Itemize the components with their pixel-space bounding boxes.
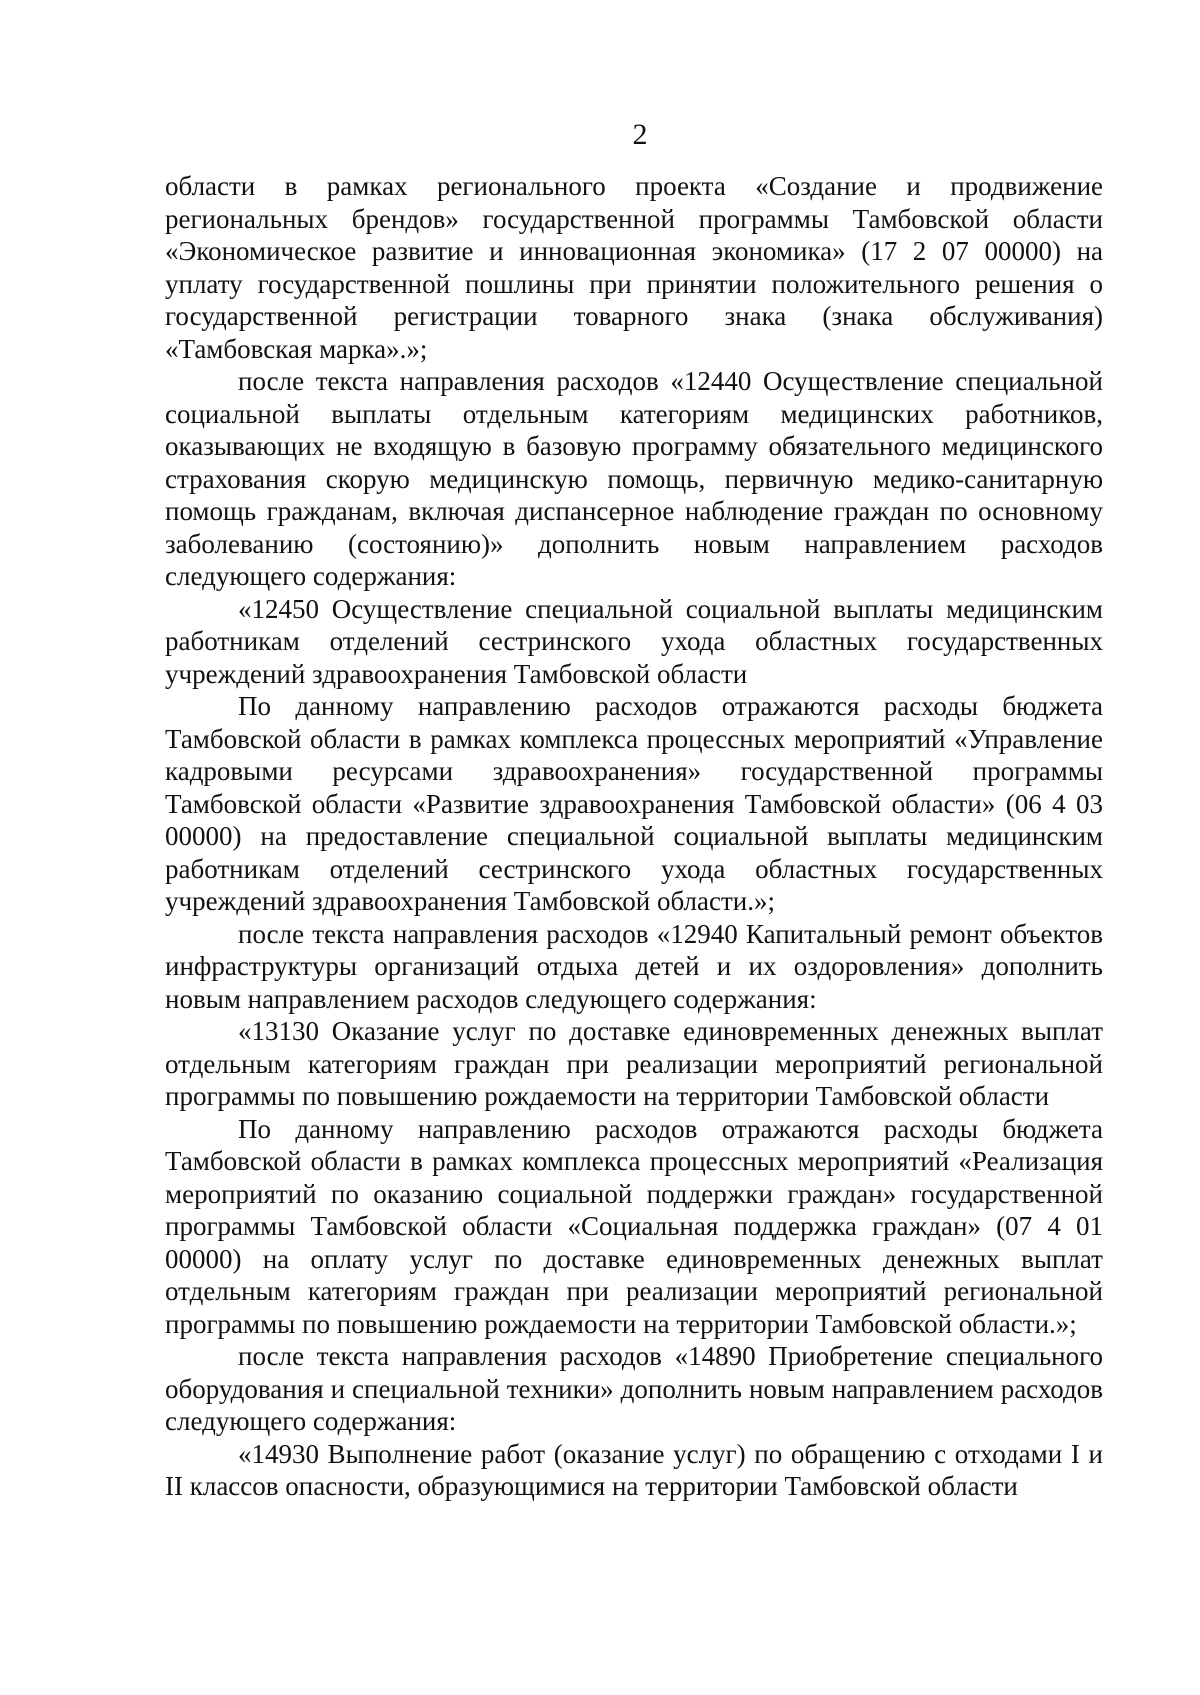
paragraph-direction-13130: «13130 Оказание услуг по доставке единовременных денежных выплат отдельным категориям граждан при реализации мероприятий региональной программы по повышению рождаемости на территории Тамбовской области: [165, 1016, 1103, 1111]
paragraph-direction-14930: «14930 Выполнение работ (оказание услуг) по обращению с отходами I и II классов опасности, образующимися на территории Тамбовской области: [165, 1438, 1103, 1501]
paragraph-amendment-12440: после текста направления расходов «12440 Осуществление специальной социальной выплаты отдельным категориям медицинских работников, оказывающих не входящую в базовую программу обязательного медицинского страхования скорую медицинскую помощь, первичную медико-санитарную помощь гражданам, включая диспансерное наблюдение граждан по основному заболеванию (состоянию)» дополнить новым направлением расходов следующего содержания:: [165, 366, 1103, 591]
paragraph-continuation: области в рамках регионального проекта «Создание и продвижение региональных брендов» государственной программы Тамбовской области «Экономическое развитие и инновационная экономика» (17 2 07 00000) на уплату государственной пошлины при принятии положительного решения о государственной регистрации товарного знака (знака обслуживания) «Тамбовская марка».»;: [165, 171, 1103, 364]
paragraph-amendment-12940: после текста направления расходов «12940 Капитальный ремонт объектов инфраструктуры организаций отдыха детей и их оздоровления» дополнить новым направлением расходов следующего содержания:: [165, 918, 1103, 1014]
paragraph-amendment-14890: после текста направления расходов «14890 Приобретение специального оборудования и специальной техники» дополнить новым направлением расходов следующего содержания:: [165, 1341, 1103, 1436]
document-body: [165, 170, 1103, 1503]
paragraph-description-13130: По данному направлению расходов отражаются расходы бюджета Тамбовской области в рамках комплекса процессных мероприятий «Реализация мероприятий по оказанию социальной поддержки граждан» государственной программы Тамбовской области «Социальная поддержка граждан» (07 4 01 00000) на оплату услуг по доставке единовременных денежных выплат отдельным категориям граждан при реализации мероприятий региональной программы по повышению рождаемости на территории Тамбовской области.»;: [165, 1113, 1103, 1339]
paragraph-description-12450: По данному направлению расходов отражаются расходы бюджета Тамбовской области в рамках комплекса процессных мероприятий «Управление кадровыми ресурсами здравоохранения» государственной программы Тамбовской области «Развитие здравоохранения Тамбовской области» (06 4 03 00000) на предоставление специальной социальной выплаты медицинским работникам отделений сестринского ухода областных государственных учреждений здравоохранения Тамбовской области.»;: [165, 691, 1103, 916]
paragraph-direction-12450: «12450 Осуществление специальной социальной выплаты медицинским работникам отделений сестринского ухода областных государственных учреждений здравоохранения Тамбовской области: [165, 593, 1103, 689]
page-number: 2: [632, 118, 648, 151]
